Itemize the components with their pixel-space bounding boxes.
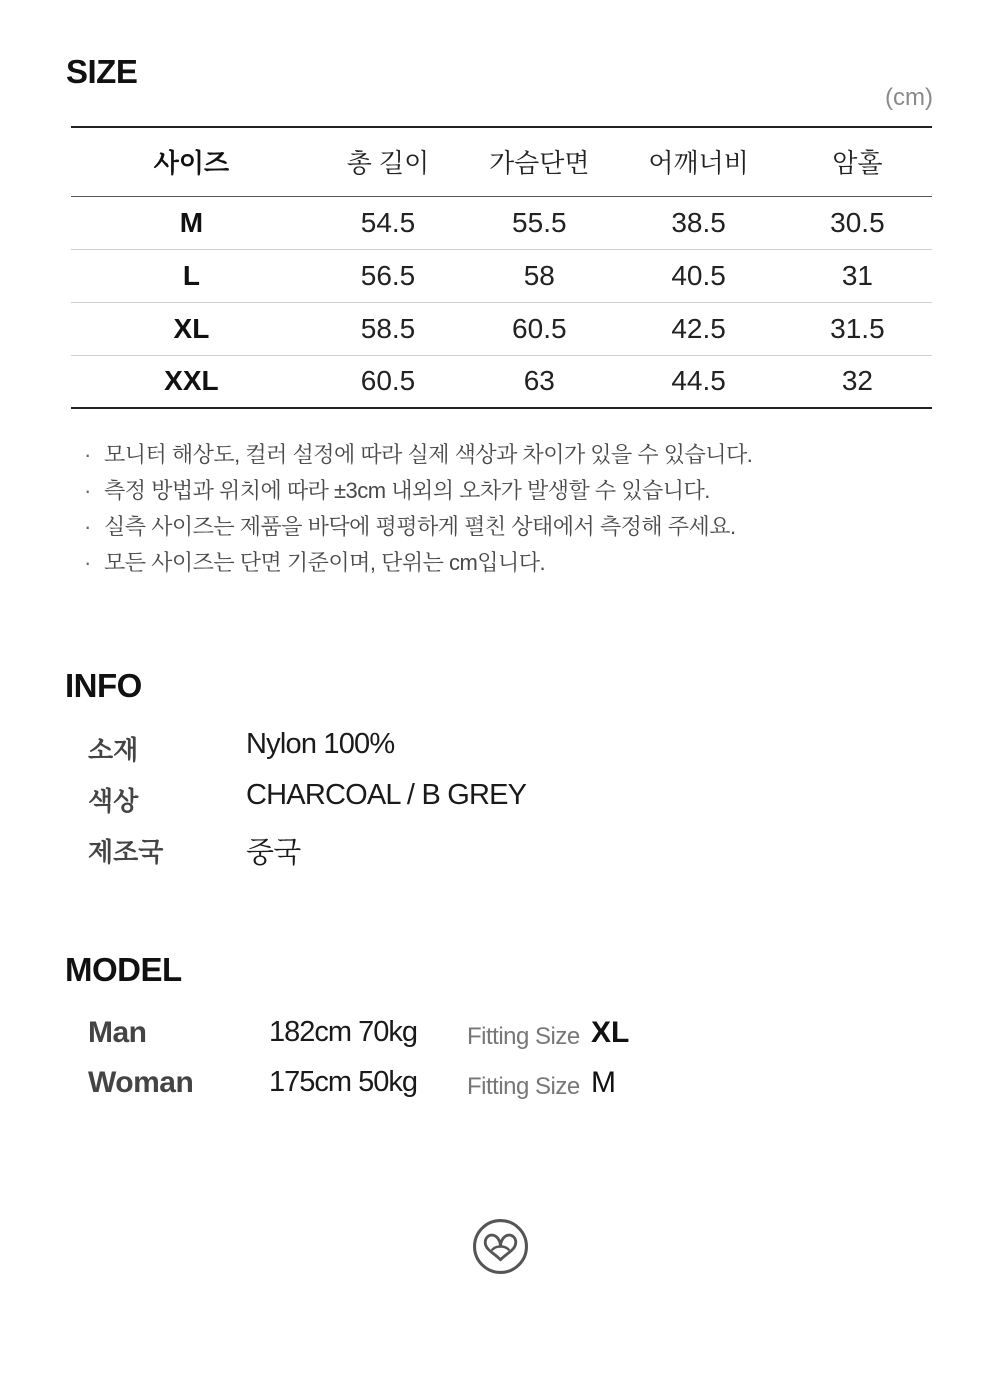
bullet-dot: · — [84, 478, 91, 503]
size-cell: XXL — [71, 355, 312, 408]
note-item — [84, 437, 752, 473]
size-table-header-row — [71, 127, 932, 196]
table-cell: 44.5 — [614, 355, 782, 408]
info-label: 소재 — [88, 735, 139, 765]
note-item — [84, 509, 752, 545]
brand-logo-icon — [472, 1218, 529, 1275]
model-label: Woman — [88, 1066, 194, 1099]
note-item — [84, 473, 752, 509]
table-cell: 58 — [464, 249, 614, 302]
info-label: 색상 — [88, 786, 139, 816]
bullet-dot: · — [84, 442, 91, 467]
column-header-total-length: 총 길이 — [312, 127, 464, 196]
bullet-dot: · — [84, 514, 91, 539]
table-cell: 60.5 — [312, 355, 464, 408]
info-section-title: INFO — [65, 667, 142, 704]
table-cell: 55.5 — [464, 196, 614, 249]
size-section-title: SIZE — [66, 53, 138, 90]
size-table — [71, 126, 932, 409]
note-text: 모니터 해상도, 컬러 설정에 따라 실제 색상과 차이가 있을 수 있습니다. — [104, 442, 753, 467]
info-value: CHARCOAL / B GREY — [246, 779, 527, 811]
table-row — [71, 302, 932, 355]
size-notes — [84, 437, 752, 581]
table-cell: 30.5 — [783, 196, 932, 249]
model-measurements: 175cm 50kg — [269, 1066, 417, 1098]
table-cell: 40.5 — [614, 249, 782, 302]
table-cell: 54.5 — [312, 196, 464, 249]
column-header-shoulder-width: 어깨너비 — [614, 127, 782, 196]
table-cell: 32 — [783, 355, 932, 408]
column-header-chest-width: 가슴단면 — [464, 127, 614, 196]
info-label: 제조국 — [88, 837, 164, 867]
table-cell: 31 — [783, 249, 932, 302]
size-cell: XL — [71, 302, 312, 355]
info-value: Nylon 100% — [246, 728, 395, 760]
bullet-dot: · — [84, 550, 91, 575]
table-row — [71, 196, 932, 249]
table-cell: 31.5 — [783, 302, 932, 355]
table-row — [71, 249, 932, 302]
model-section-title: MODEL — [65, 951, 182, 988]
size-cell: L — [71, 249, 312, 302]
table-cell: 56.5 — [312, 249, 464, 302]
model-measurements: 182cm 70kg — [269, 1016, 417, 1048]
model-label: Man — [88, 1016, 147, 1049]
table-cell: 60.5 — [464, 302, 614, 355]
unit-label: (cm) — [885, 84, 933, 111]
fitting-size-value: XL — [591, 1016, 630, 1049]
note-text: 측정 방법과 위치에 따라 ±3cm 내외의 오차가 발생할 수 있습니다. — [104, 478, 710, 503]
column-header-armhole: 암홀 — [783, 127, 932, 196]
size-cell: M — [71, 196, 312, 249]
table-cell: 38.5 — [614, 196, 782, 249]
fitting-size-label: Fitting Size — [467, 1073, 580, 1100]
column-header-size: 사이즈 — [71, 127, 312, 196]
info-value: 중국 — [246, 837, 301, 869]
note-item — [84, 545, 752, 581]
note-text: 실측 사이즈는 제품을 바닥에 평평하게 펼친 상태에서 측정해 주세요. — [104, 514, 736, 539]
fitting-size-label: Fitting Size — [467, 1023, 580, 1050]
table-cell: 42.5 — [614, 302, 782, 355]
table-row — [71, 355, 932, 408]
fitting-size-value: M — [591, 1066, 616, 1099]
table-cell: 63 — [464, 355, 614, 408]
table-cell: 58.5 — [312, 302, 464, 355]
note-text: 모든 사이즈는 단면 기준이며, 단위는 cm입니다. — [104, 550, 546, 575]
